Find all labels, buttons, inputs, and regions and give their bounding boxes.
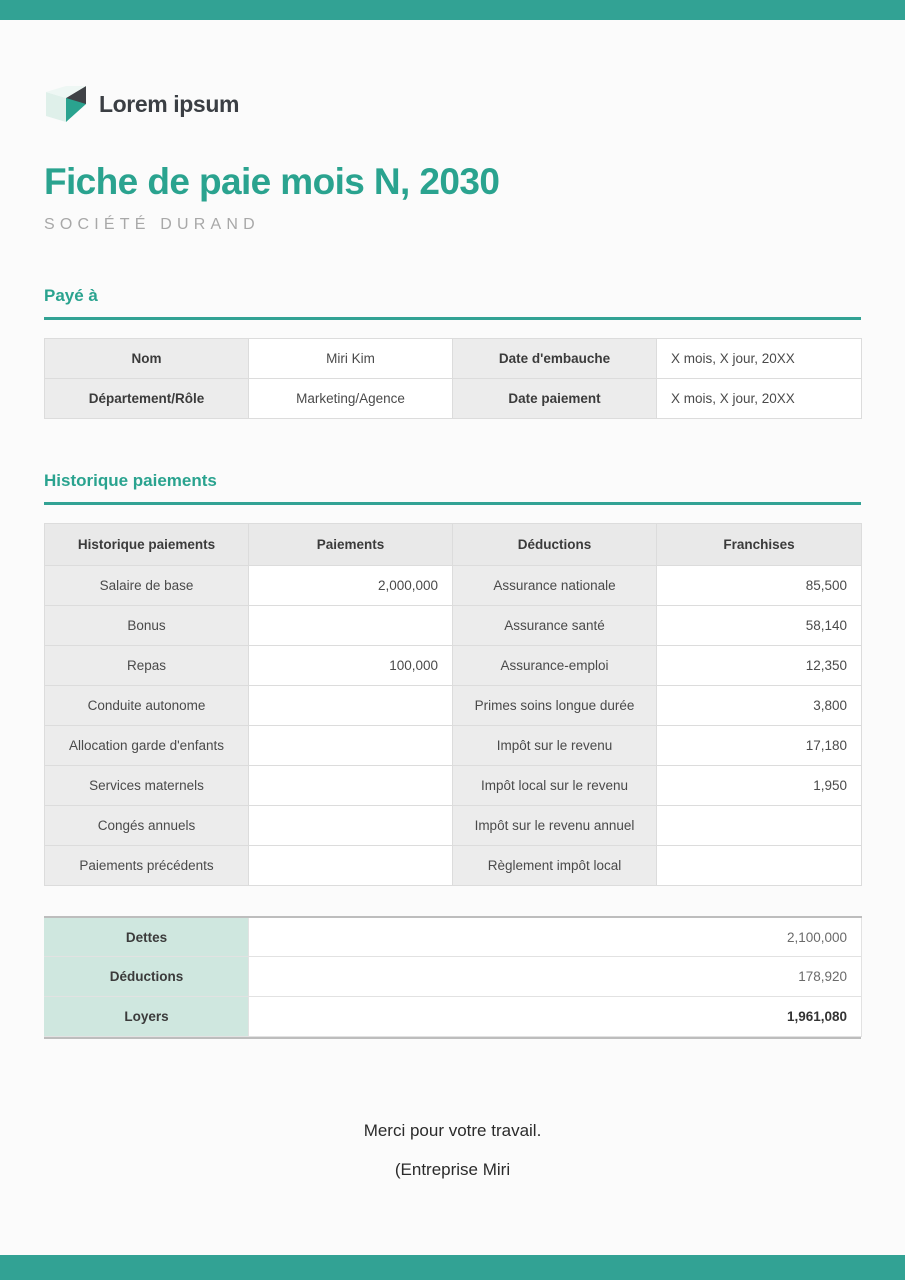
earning-label: Repas	[45, 645, 249, 685]
payee-value: X mois, X jour, 20XX	[657, 378, 862, 418]
footer-line-1: Merci pour votre travail.	[363, 1121, 542, 1141]
deduction-value: 1,950	[657, 765, 862, 805]
earning-value	[249, 685, 453, 725]
brand-name: Lorem ipsum	[99, 90, 240, 117]
earning-label: Salaire de base	[45, 565, 249, 605]
page-title: Fiche de paie mois N, 2030	[44, 161, 500, 202]
history-table	[44, 523, 862, 886]
top-accent-bar	[0, 0, 905, 20]
table-row	[45, 805, 862, 845]
payee-value: Marketing/Agence	[249, 378, 453, 418]
company-subtitle: SOCIÉTÉ DURAND	[44, 215, 260, 233]
cube-logo-icon	[44, 82, 88, 126]
table-row	[45, 378, 862, 418]
payee-label: Date d'embauche	[453, 338, 657, 378]
deduction-value	[657, 845, 862, 885]
payee-label: Nom	[45, 338, 249, 378]
deduction-label: Assurance santé	[453, 605, 657, 645]
footer-line-2: (Entreprise Miri	[394, 1160, 511, 1180]
earning-value	[249, 845, 453, 885]
deduction-value: 17,180	[657, 725, 862, 765]
payee-section-rule	[44, 317, 861, 320]
deduction-label: Impôt sur le revenu annuel	[453, 805, 657, 845]
column-header: Historique paiements	[45, 523, 249, 565]
table-row	[45, 917, 862, 957]
payslip-page	[0, 20, 905, 1255]
table-row	[45, 957, 862, 997]
brand-header	[44, 82, 861, 126]
summary-value: 2,100,000	[249, 917, 862, 957]
summary-label: Loyers	[45, 997, 249, 1037]
summary-label: Dettes	[45, 917, 249, 957]
column-header: Paiements	[249, 523, 453, 565]
earning-label: Conduite autonome	[45, 685, 249, 725]
deduction-label: Primes soins longue durée	[453, 685, 657, 725]
payee-label: Date paiement	[453, 378, 657, 418]
earning-label: Congés annuels	[45, 805, 249, 845]
table-row	[45, 765, 862, 805]
summary-table	[44, 916, 862, 1038]
summary-value: 178,920	[249, 957, 862, 997]
deduction-label: Assurance nationale	[453, 565, 657, 605]
deduction-value: 85,500	[657, 565, 862, 605]
payee-table	[44, 338, 862, 419]
table-row	[45, 685, 862, 725]
earning-label: Paiements précédents	[45, 845, 249, 885]
earning-label: Allocation garde d'enfants	[45, 725, 249, 765]
deduction-label: Règlement impôt local	[453, 845, 657, 885]
deduction-label: Assurance-emploi	[453, 645, 657, 685]
earning-value	[249, 725, 453, 765]
deduction-label: Impôt sur le revenu	[453, 725, 657, 765]
earning-label: Bonus	[45, 605, 249, 645]
table-row	[45, 845, 862, 885]
history-section-title: Historique paiements	[44, 470, 217, 490]
column-header: Déductions	[453, 523, 657, 565]
table-row	[45, 997, 862, 1037]
deduction-label: Impôt local sur le revenu	[453, 765, 657, 805]
history-section-rule	[44, 502, 861, 505]
history-section	[44, 471, 861, 886]
earning-value	[249, 605, 453, 645]
summary-label: Déductions	[45, 957, 249, 997]
bottom-accent-bar	[0, 1255, 905, 1280]
footer-note	[44, 1111, 861, 1189]
earning-value: 2,000,000	[249, 565, 453, 605]
payee-value: Miri Kim	[249, 338, 453, 378]
deduction-value: 12,350	[657, 645, 862, 685]
table-row	[45, 645, 862, 685]
payee-value: X mois, X jour, 20XX	[657, 338, 862, 378]
table-row	[45, 338, 862, 378]
earning-value	[249, 805, 453, 845]
earning-value	[249, 765, 453, 805]
payee-section	[44, 286, 861, 419]
table-header-row	[45, 523, 862, 565]
payee-section-title: Payé à	[44, 285, 98, 305]
table-row	[45, 605, 862, 645]
deduction-value	[657, 805, 862, 845]
earning-label: Services maternels	[45, 765, 249, 805]
column-header: Franchises	[657, 523, 862, 565]
summary-section	[44, 916, 861, 1040]
deduction-value: 58,140	[657, 605, 862, 645]
payee-label: Département/Rôle	[45, 378, 249, 418]
earning-value: 100,000	[249, 645, 453, 685]
deduction-value: 3,800	[657, 685, 862, 725]
table-row	[45, 725, 862, 765]
table-row	[45, 565, 862, 605]
summary-total-value: 1,961,080	[249, 997, 862, 1037]
